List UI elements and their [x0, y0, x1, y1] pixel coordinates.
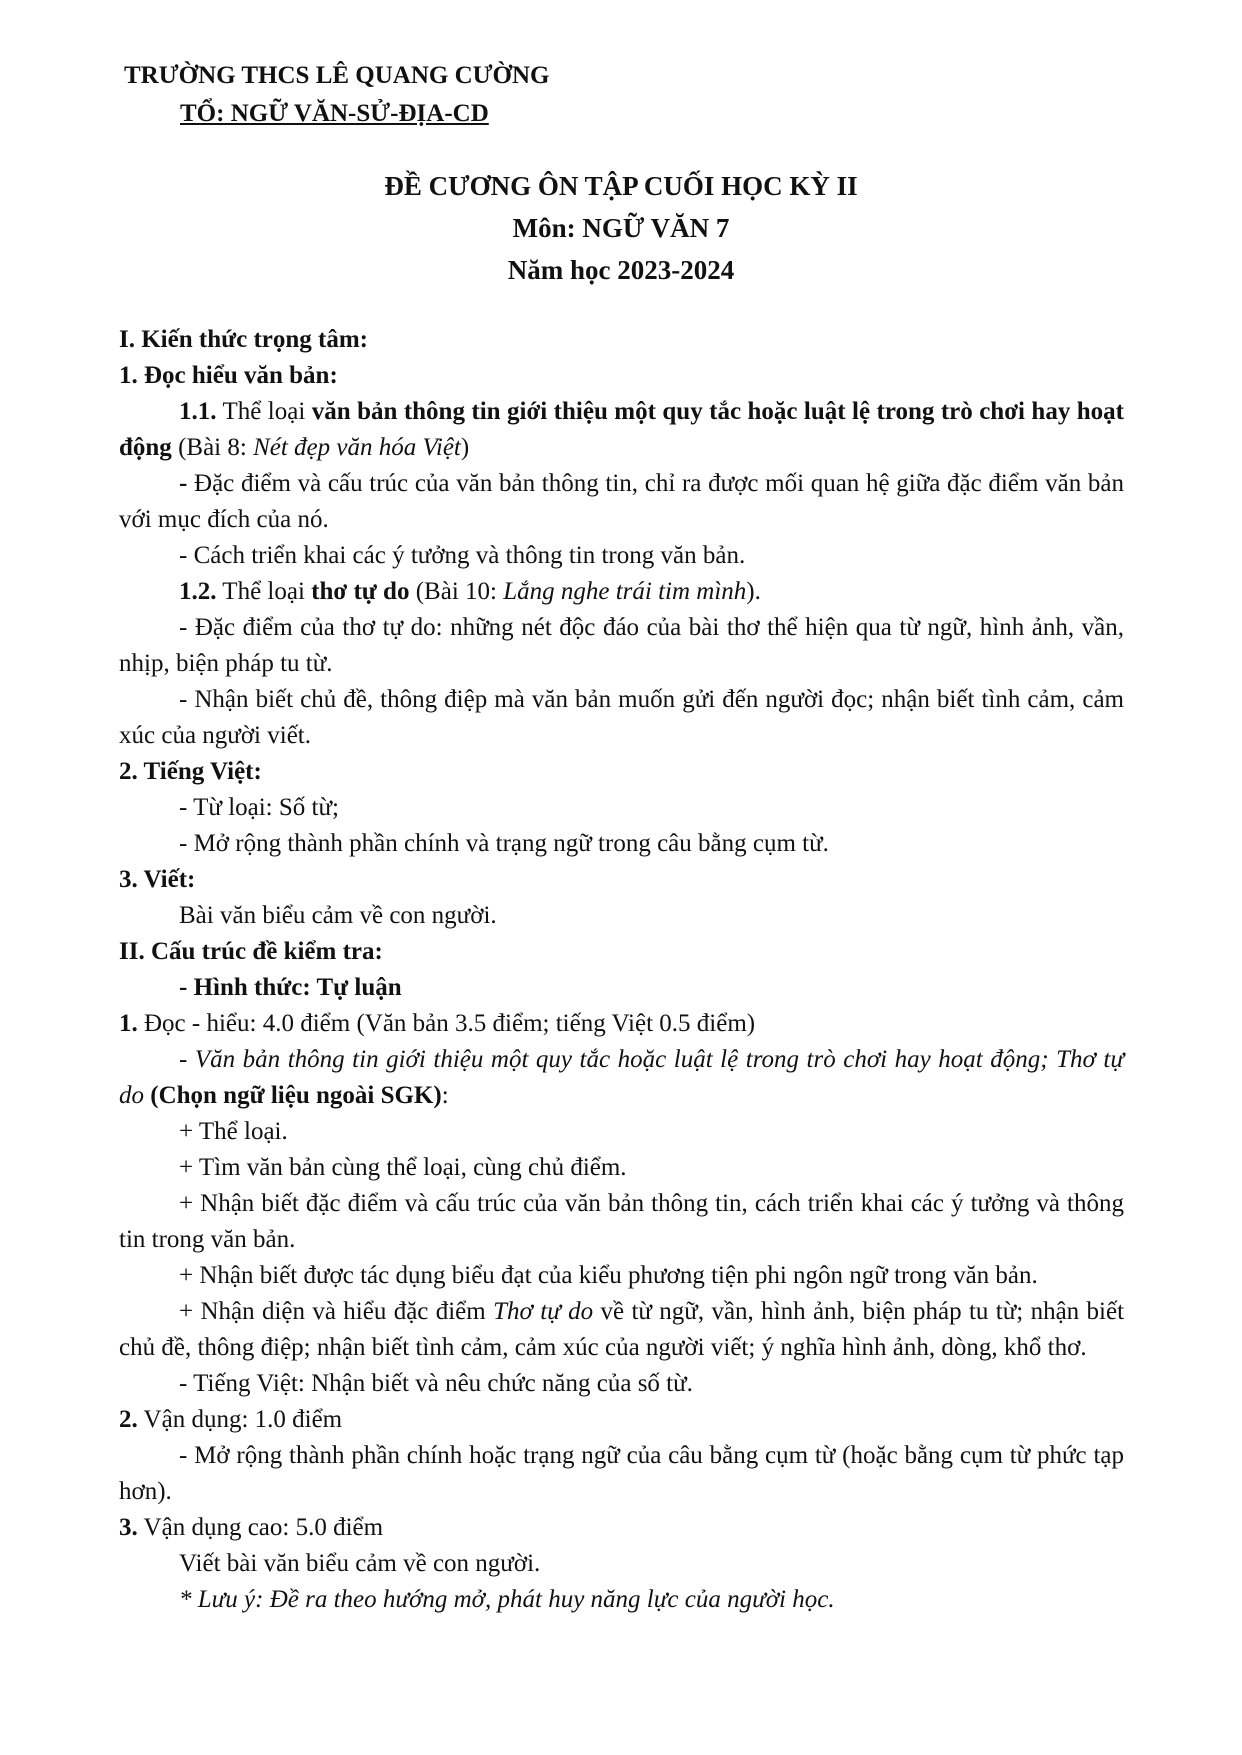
school-name: TRƯỜNG THCS LÊ QUANG CƯỜNG: [124, 62, 550, 89]
part-text: Vận dụng cao: 5.0 điểm: [137, 1514, 384, 1541]
part-1-line: [119, 1006, 1124, 1042]
department-name: TỔ: NGỮ VĂN-SỬ-ĐỊA-CD: [180, 100, 489, 127]
text-run: về từ ngữ, vần, hình ảnh, biện pháp tu từ; nhận biết chủ đề, thông điệp; nhận biết tình cảm, cảm xúc của người viết; ý nghĩa hình ảnh, dòng, khổ thơ.: [119, 1298, 1125, 1361]
part-3-line: [119, 1510, 1124, 1546]
genre-name: văn bản thông tin giới thiệu một quy tắc hoặc luật lệ trong trò chơi hay hoạt động: [119, 398, 1125, 461]
part-2-description: - Mở rộng thành phần chính hoặc trạng ngữ của câu bằng cụm từ (hoặc bằng cụm từ phức tạp hơn).: [119, 1442, 1124, 1505]
text-run: ): [460, 434, 470, 461]
genre-name: thơ tự do: [311, 578, 410, 605]
text-run: (Bài 10:: [409, 578, 504, 605]
criteria-item: + Thể loại.: [179, 1118, 288, 1145]
part-number: 3.: [119, 1514, 138, 1541]
text-run: - Văn bản thông tin giới thiệu một quy tắc hoặc luật lệ trong trò chơi hay hoạt động; Thơ tự do: [119, 1046, 1124, 1109]
lesson-title: Lắng nghe trái tim mình: [503, 578, 747, 605]
text-run: ).: [746, 578, 761, 605]
criteria-item: + Nhận biết được tác dụng biểu đạt của kiểu phương tiện phi ngôn ngữ trong văn bản.: [179, 1262, 1038, 1289]
part-3-description: Viết bài văn biểu cảm về con người.: [179, 1550, 541, 1577]
bullet-item: - Từ loại: Số từ;: [179, 794, 339, 821]
criteria-item: + Nhận biết đặc điểm và cấu trúc của văn bản thông tin, cách triển khai các ý tưởng và thông tin trong văn bản.: [119, 1190, 1124, 1253]
note: [119, 1582, 1124, 1618]
bullet-item: - Đặc điểm của thơ tự do: những nét độc đáo của bài thơ thể hiện qua từ ngữ, hình ảnh, vần, nhịp, biện pháp tu từ.: [119, 614, 1124, 677]
criteria-item: [119, 1294, 1124, 1366]
bullet-dash: -: [179, 470, 195, 497]
text-run: Thể loại: [216, 398, 312, 425]
school-year-line: Năm học 2023-2024: [507, 255, 735, 285]
lesson-title: Nét đẹp văn hóa Việt: [253, 434, 461, 461]
part-number: 2.: [119, 1406, 138, 1433]
part-number: 1.: [119, 1010, 138, 1037]
bullet-item: - Nhận biết chủ đề, thông điệp mà văn bản muốn gửi đến người đọc; nhận biết tình cảm, cảm xúc của người viết.: [119, 686, 1124, 749]
subsection-heading-vietnamese: 2. Tiếng Việt:: [119, 758, 262, 785]
subsection-heading-reading: 1. Đọc hiểu văn bản:: [119, 362, 338, 389]
part-2-line: [119, 1402, 1124, 1438]
document-title: ĐỀ CƯƠNG ÔN TẬP CUỐI HỌC KỲ II: [384, 171, 858, 201]
section-heading-2: II. Cấu trúc đề kiểm tra:: [119, 938, 383, 965]
note-text: * Lưu ý: Đề ra theo hướng mở, phát huy năng lực của người học.: [179, 1586, 835, 1613]
part-text: Vận dụng: 1.0 điểm: [137, 1406, 343, 1433]
text-run: Thơ tự do: [493, 1298, 594, 1325]
text-run: :: [441, 1082, 449, 1109]
part-1-description: [119, 1042, 1124, 1114]
text-run: + Nhận diện và hiểu đặc điểm: [179, 1298, 494, 1325]
document-body: [119, 322, 1124, 1618]
criteria-item: + Tìm văn bản cùng thể loại, cùng chủ điểm.: [179, 1154, 627, 1181]
bullet-item: - Mở rộng thành phần chính và trạng ngữ trong câu bằng cụm từ.: [179, 830, 829, 857]
part-text: Đọc - hiểu: 4.0 điểm (Văn bản 3.5 điểm; tiếng Việt 0.5 điểm): [137, 1010, 756, 1037]
text-run: (Chọn ngữ liệu ngoài SGK): [144, 1082, 442, 1109]
bullet-text: Đặc điểm và cấu trúc của văn bản thông tin, chỉ ra được mối quan hệ giữa đặc điểm văn bản với mục đích của nó.: [119, 470, 1124, 533]
text-run: (Bài 8:: [171, 434, 254, 461]
subject-line: Môn: NGỮ VĂN 7: [512, 213, 730, 243]
subsection-heading-writing: 3. Viết:: [119, 866, 196, 893]
writing-task: Bài văn biểu cảm về con người.: [179, 902, 497, 929]
item-number: 1.2.: [179, 578, 217, 605]
exam-form: - Hình thức: Tự luận: [179, 974, 402, 1001]
section-heading-1: I. Kiến thức trọng tâm:: [119, 326, 368, 353]
text-run: Thể loại: [216, 578, 312, 605]
item-number: 1.1.: [179, 398, 217, 425]
criteria-item: - Tiếng Việt: Nhận biết và nêu chức năng của số từ.: [179, 1370, 693, 1397]
paragraph-1-1: [119, 394, 1124, 466]
bullet-item: - Cách triển khai các ý tưởng và thông tin trong văn bản.: [179, 542, 746, 569]
bullet-item: [119, 466, 1124, 538]
paragraph-1-2: [119, 574, 1124, 610]
